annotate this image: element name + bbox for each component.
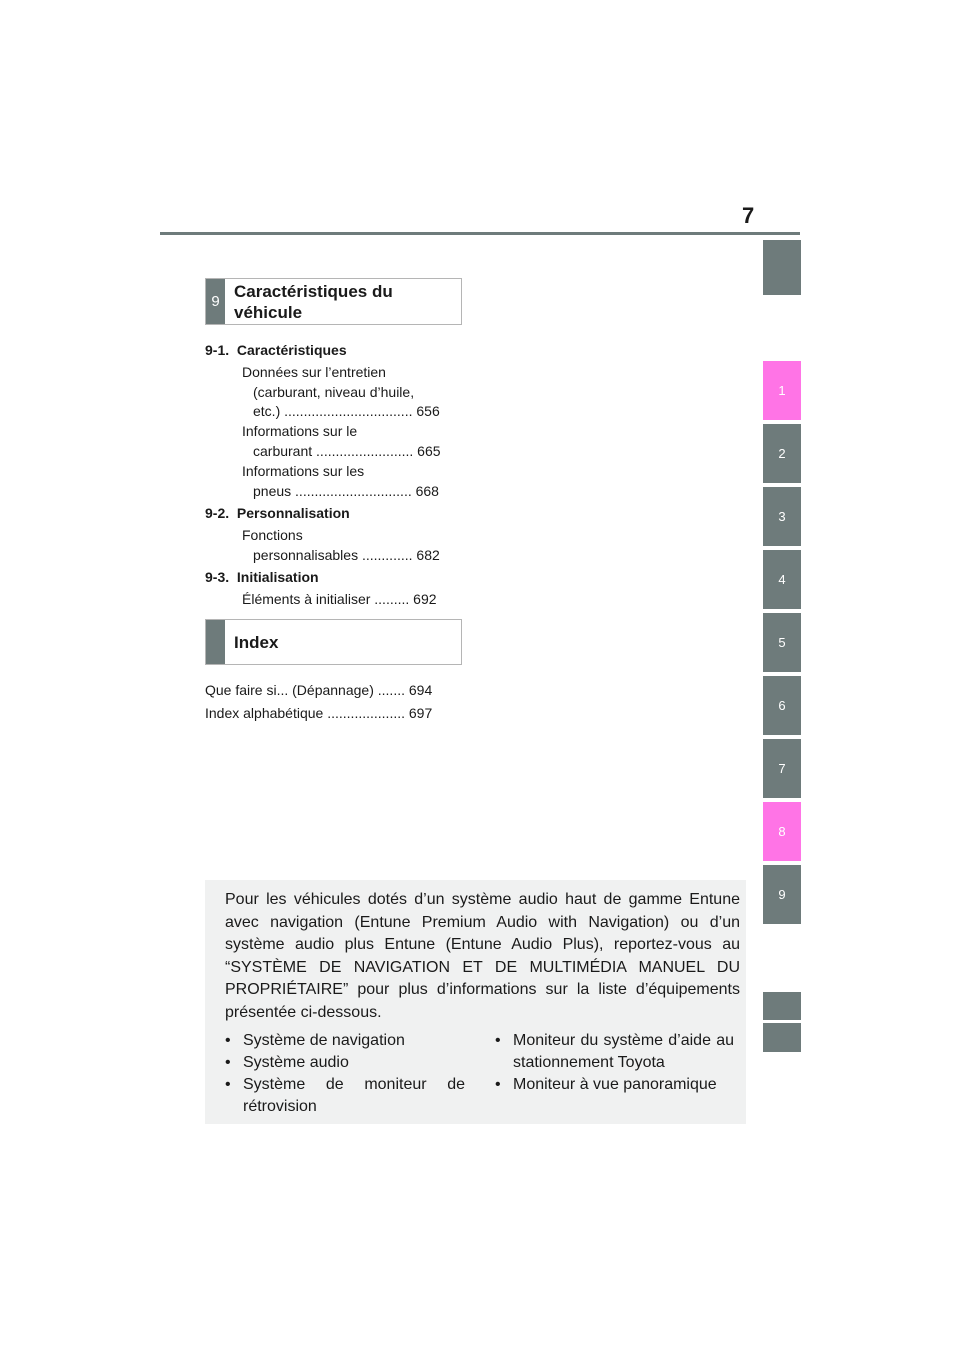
chapter-tab-5[interactable]	[763, 613, 801, 672]
toc-entry[interactable]: Fonctions personnalisables ............. 682	[242, 527, 440, 563]
chapter-tab-2[interactable]	[763, 424, 801, 483]
bullet-item: • Système audio	[225, 1052, 465, 1074]
bullet-icon: •	[225, 1032, 231, 1049]
bullet-item: • Système de navigation	[225, 1030, 465, 1052]
page-number: 7	[742, 203, 755, 228]
chapter-tab-label: 5	[778, 635, 786, 650]
chapter-tab-3[interactable]	[763, 487, 801, 546]
bullet-item: • Moniteur du système d’aide au stationnement Toyota	[495, 1032, 734, 1071]
index-header	[205, 619, 462, 665]
chapter-tab-strip	[763, 0, 801, 1358]
toc-entry[interactable]: Informations sur le carburant ......................... 665	[242, 423, 441, 459]
chapter-tab-index-a[interactable]	[763, 992, 801, 1020]
index-entry-alphabetical[interactable]: Index alphabétique .................... 697	[205, 705, 433, 721]
toc-entry[interactable]: Informations sur les pneus .............................. 668	[242, 463, 439, 499]
chapter-tab-8[interactable]	[763, 802, 801, 861]
bullet-item: • Moniteur à vue panoramique	[495, 1074, 734, 1096]
toc-entry[interactable]: Éléments à initialiser ......... 692	[242, 591, 437, 607]
chapter-tab-9[interactable]	[763, 865, 801, 924]
chapter-tab-6[interactable]	[763, 676, 801, 735]
toc-chapter-9-2[interactable]: 9-2. Personnalisation	[205, 505, 350, 521]
section-number: 9	[206, 279, 225, 324]
section-number	[206, 620, 225, 664]
section-9-header	[205, 278, 462, 325]
header-rule	[160, 232, 800, 235]
bullet-item: • Système de moniteur de rétrovision	[225, 1076, 465, 1115]
section-title: Index	[234, 632, 279, 652]
chapter-tab-1[interactable]	[763, 361, 801, 420]
chapter-tab-label: 1	[778, 383, 786, 398]
chapter-tab-contents[interactable]	[763, 240, 801, 295]
section-title: Caractéristiques du véhicule	[234, 281, 393, 322]
chapter-tab-label: 6	[778, 698, 786, 713]
toc-entry[interactable]: Données sur l’entretien (carburant, niveau d’huile, etc.) ................................. 656	[242, 364, 440, 419]
toc-chapter-9-1[interactable]: 9-1. Caractéristiques	[205, 342, 347, 358]
left-bullet-list	[225, 1030, 465, 1118]
chapter-tab-7[interactable]	[763, 739, 801, 798]
chapter-tab-label: 9	[778, 887, 786, 902]
chapter-tab-label: 7	[778, 761, 786, 776]
bullet-icon: •	[225, 1054, 231, 1071]
chapter-tab-label: 8	[778, 824, 786, 839]
right-bullet-list	[495, 1030, 734, 1096]
index-entry-troubleshooting[interactable]: Que faire si... (Dépannage) ....... 694	[205, 682, 433, 698]
chapter-tab-label: 2	[778, 446, 786, 461]
chapter-tab-label: 3	[778, 509, 786, 524]
chapter-tab-label: 4	[778, 572, 786, 587]
note-paragraph: Pour les véhicules dotés d’un système audio haut de gamme Entune avec navigation (Entune Premium Audio with Navigation) ou d’un système audio plus Entune (Entune Audio Plus), reportez-vous au “SYSTÈME DE NAVIGATION ET DE MULTIMÉDIA MANUEL DU PROPRIÉTAIRE” pour plus d’informations sur la liste d’équipements présentée ci-dessous.	[225, 891, 740, 1021]
chapter-tab-4[interactable]	[763, 550, 801, 609]
bullet-icon: •	[225, 1076, 231, 1093]
chapter-tab-index-b[interactable]	[763, 1023, 801, 1052]
toc-chapter-9-3[interactable]: 9-3. Initialisation	[205, 569, 319, 585]
bullet-icon: •	[495, 1032, 501, 1049]
audio-navigation-note-box	[205, 880, 746, 1124]
bullet-icon: •	[495, 1076, 501, 1093]
section-9-toc	[205, 341, 465, 621]
